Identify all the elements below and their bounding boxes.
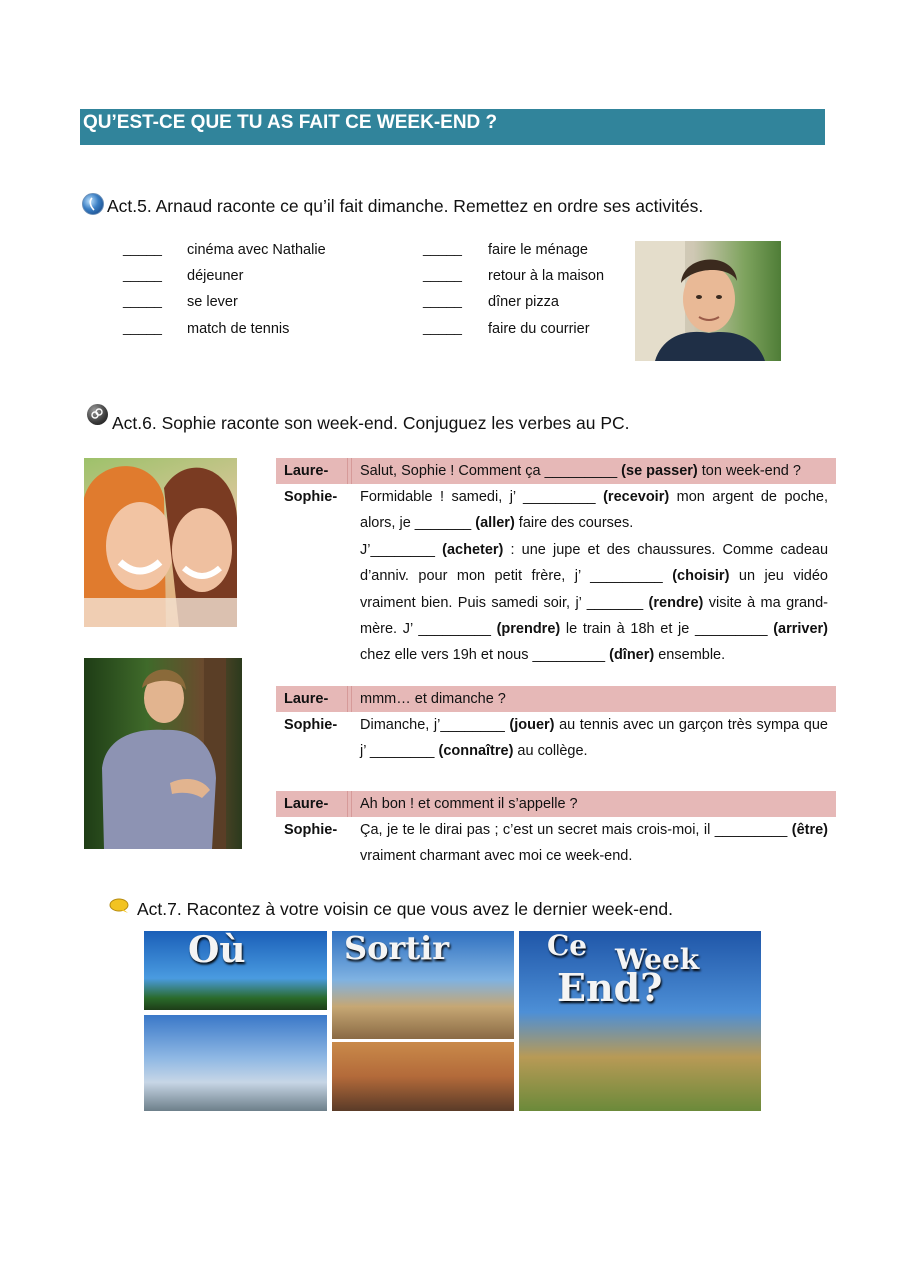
sophie-line: J’________ (acheter) : une jupe et des chaussures. Comme cadeau d’anniv. pour mon petit frère, j’ _________ (choisir) un jeu vidéo vraiment bien. Puis samedi soir, j’ _______ (rendre) visite à ma grand-mère. J’ _________ (prendre) le train à 18h et je _________ (arriver) chez elle vers 19h et nous _________ (dîner) ensemble. <box>360 542 829 664</box>
list-item: se lever <box>187 294 238 310</box>
order-blank[interactable]: _____ <box>123 319 162 335</box>
speaker-sophie: Sophie- <box>284 822 338 838</box>
order-blank[interactable]: _____ <box>423 240 462 256</box>
poster-panel <box>332 931 514 1039</box>
poster-word: Sortir <box>344 929 450 967</box>
dialogue-row <box>276 458 836 484</box>
page-title-banner <box>80 109 825 145</box>
poster-panel <box>144 1015 327 1111</box>
poster-panel <box>519 931 761 1111</box>
dialogue-row <box>276 712 836 768</box>
laure-line: Ah bon ! et comment il s’appelle ? <box>360 796 578 812</box>
dialogue-row <box>276 686 836 712</box>
act7-title: Act.7. Racontez à votre voisin ce que vous avez le dernier week-end. <box>137 899 673 919</box>
poster-panel <box>332 1042 514 1111</box>
poster-word: Où <box>188 929 246 971</box>
laure-line: mmm… et dimanche ? <box>360 691 506 707</box>
dialogue-row <box>276 791 836 817</box>
act5-activity-list <box>123 240 643 350</box>
dialogue-row <box>276 484 836 670</box>
act6-title: Act.6. Sophie raconte son week-end. Conjuguez les verbes au PC. <box>112 413 630 433</box>
page-title: QU’EST-CE QUE TU AS FAIT CE WEEK-END ? <box>83 112 498 133</box>
laure-line: Salut, Sophie ! Comment ça _________ (se passer) ton week-end ? <box>360 463 801 479</box>
speaker-laure: Laure- <box>284 463 329 479</box>
act5-title: Act.5. Arnaud raconte ce qu’il fait dimanche. Remettez en ordre ses activités. <box>107 196 704 216</box>
order-blank[interactable]: _____ <box>423 292 462 308</box>
arnaud-photo <box>635 241 781 361</box>
order-blank[interactable]: _____ <box>423 266 462 282</box>
poster-word: End? <box>557 965 663 1010</box>
speaker-laure: Laure- <box>284 796 329 812</box>
poster-word: Ce <box>547 929 588 962</box>
order-blank[interactable]: _____ <box>123 292 162 308</box>
sophie-line: Ça, je te le dirai pas ; c’est un secret mais crois-moi, il _________ (être) vraiment charmant avec moi ce week-end. <box>360 822 828 865</box>
link-icon <box>87 404 108 425</box>
globe-icon <box>82 193 104 215</box>
speaker-sophie: Sophie- <box>284 717 338 733</box>
speaker-laure: Laure- <box>284 691 329 707</box>
sophie-line: Formidable ! samedi, j’ _________ (recevoir) mon argent de poche, alors, je _______ (aller) faire des courses. <box>360 489 828 532</box>
poster-word: Week <box>615 943 700 976</box>
weekend-poster <box>144 931 761 1111</box>
order-blank[interactable]: _____ <box>123 266 162 282</box>
list-item: dîner pizza <box>488 294 559 310</box>
list-item: faire du courrier <box>488 321 590 337</box>
speaker-sophie: Sophie- <box>284 489 338 505</box>
list-item: retour à la maison <box>488 268 605 284</box>
list-item: déjeuner <box>187 268 244 284</box>
order-blank[interactable]: _____ <box>423 319 462 335</box>
boy-photo <box>84 658 242 849</box>
speech-bubble-icon <box>109 898 131 914</box>
list-item: cinéma avec Nathalie <box>187 242 326 258</box>
sophie-line: Dimanche, j’________ (jouer) au tennis avec un garçon très sympa que j’ ________ (connaître) au collège. <box>360 717 828 760</box>
list-item: match de tennis <box>187 321 290 337</box>
poster-panel <box>144 931 327 1010</box>
order-blank[interactable]: _____ <box>123 240 162 256</box>
dialogue-row <box>276 817 836 873</box>
girls-photo <box>84 458 237 627</box>
list-item: faire le ménage <box>488 242 588 258</box>
